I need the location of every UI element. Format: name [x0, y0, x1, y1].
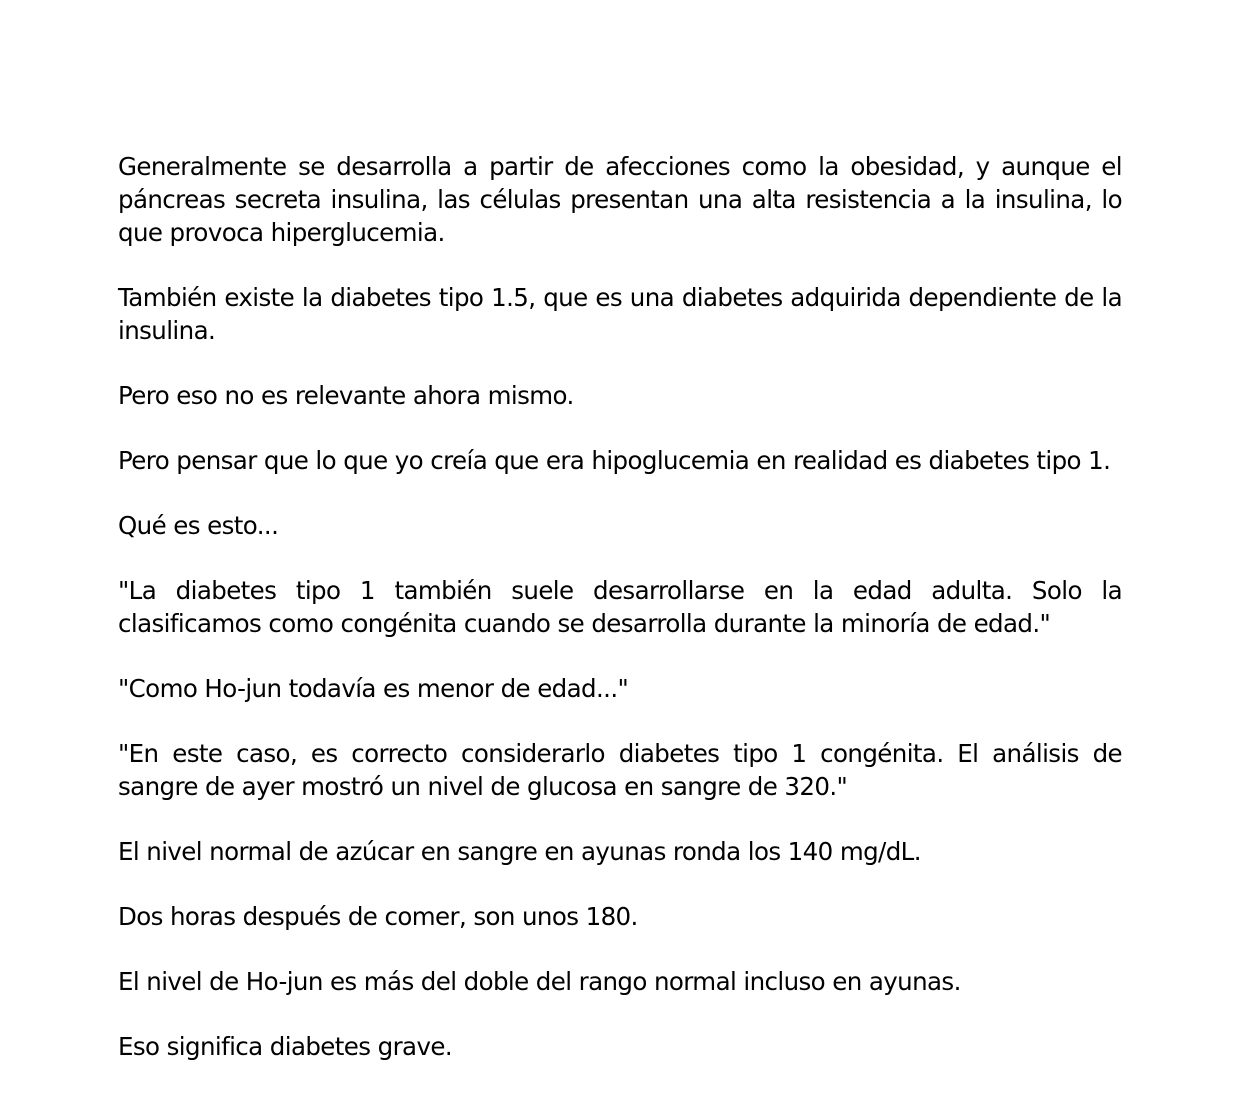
- paragraph-11: El nivel de Ho-jun es más del doble del rango normal incluso en ayunas.: [118, 967, 961, 996]
- paragraph-5: Qué es esto...: [118, 511, 279, 540]
- paragraph-8: "En este caso, es correcto considerarlo diabetes tipo 1 congénita. El análisis de sangre de ayer mostró un nivel de glucosa en sangre de 320.": [118, 739, 1122, 801]
- paragraph-2: También existe la diabetes tipo 1.5, que es una diabetes adquirida dependiente de la insulina.: [118, 283, 1122, 345]
- paragraph-9: El nivel normal de azúcar en sangre en ayunas ronda los 140 mg/dL.: [118, 837, 921, 866]
- paragraph-4: Pero pensar que lo que yo creía que era hipoglucemia en realidad es diabetes tipo 1.: [118, 446, 1111, 475]
- paragraph-3: Pero eso no es relevante ahora mismo.: [118, 381, 574, 410]
- paragraph-1: Generalmente se desarrolla a partir de afecciones como la obesidad, y aunque el páncreas secreta insulina, las células presentan una alta resistencia a la insulina, lo que provoca hiperglucemia.: [118, 152, 1122, 247]
- paragraph-12: Eso significa diabetes grave.: [118, 1032, 453, 1061]
- document-body: [118, 150, 1122, 1095]
- paragraph-7: "Como Ho-jun todavía es menor de edad...": [118, 674, 629, 703]
- paragraph-10: Dos horas después de comer, son unos 180.: [118, 902, 638, 931]
- paragraph-6: "La diabetes tipo 1 también suele desarrollarse en la edad adulta. Solo la clasificamos como congénita cuando se desarrolla durante la minoría de edad.": [118, 576, 1122, 638]
